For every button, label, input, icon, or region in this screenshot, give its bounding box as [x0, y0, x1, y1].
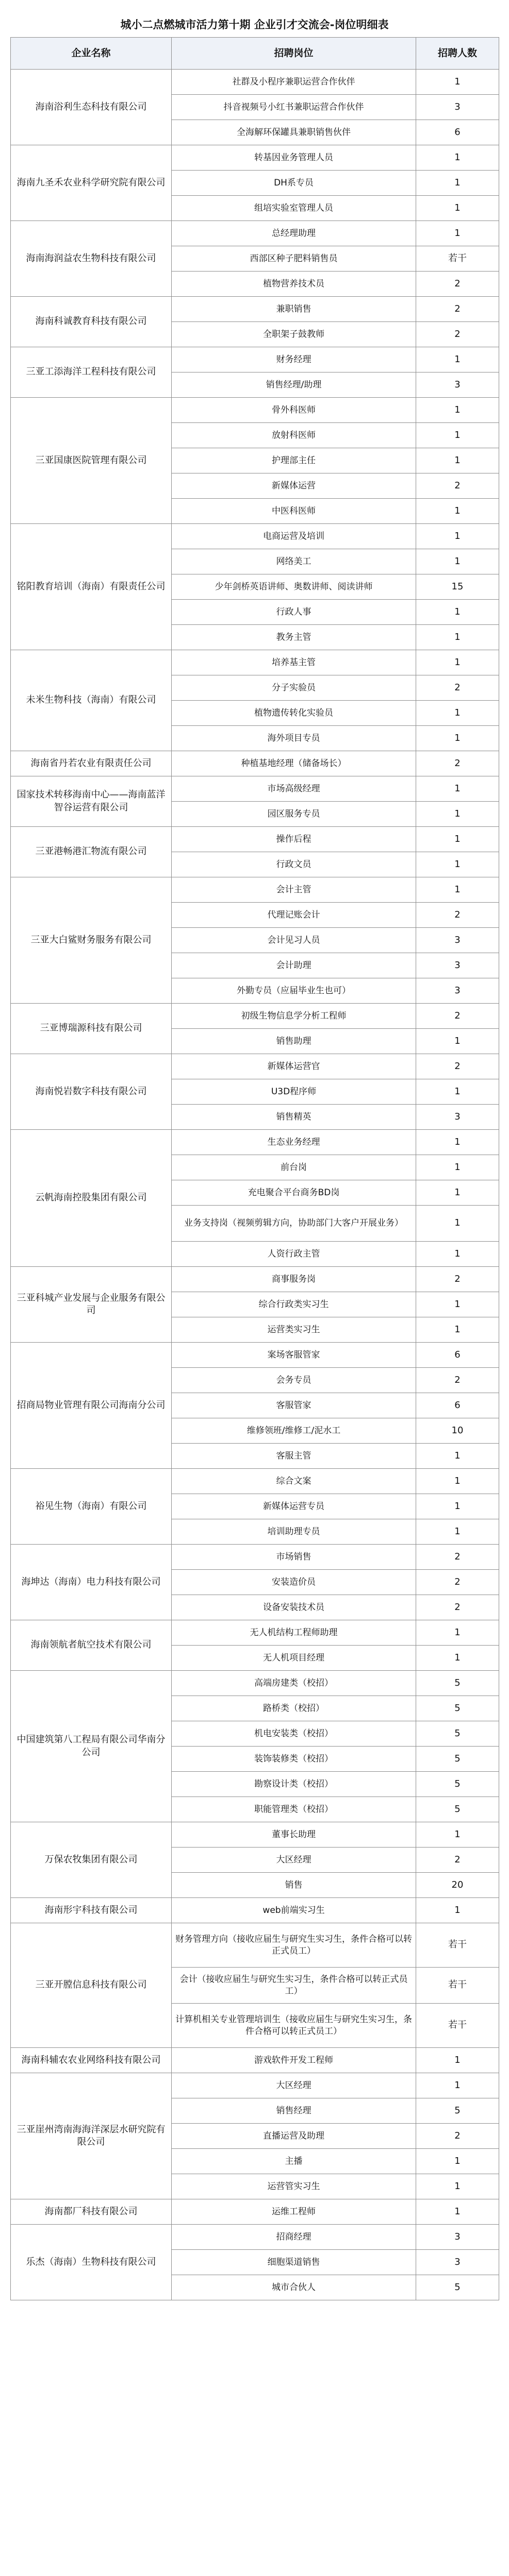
position-name: 行政文员 [172, 852, 416, 877]
position-name: 园区服务专员 [172, 802, 416, 827]
table-row [11, 776, 499, 802]
headcount: 2 [416, 1054, 499, 1079]
headcount: 3 [416, 95, 499, 120]
table-row [11, 1923, 499, 1968]
position-name: 行政人事 [172, 600, 416, 625]
position-name: 网络美工 [172, 549, 416, 574]
company-name: 海坤达（海南）电力科技有限公司 [11, 1545, 172, 1620]
table-row [11, 827, 499, 852]
headcount: 若干 [416, 246, 499, 272]
position-name: 会计见习人员 [172, 928, 416, 953]
position-name: 护理部主任 [172, 448, 416, 473]
headcount: 2 [416, 675, 499, 701]
company-name: 海南领航者航空技术有限公司 [11, 1620, 172, 1671]
headcount: 5 [416, 1671, 499, 1696]
headcount: 2 [416, 1595, 499, 1620]
headcount: 1 [416, 701, 499, 726]
position-name: 人资行政主管 [172, 1242, 416, 1267]
table-row [11, 70, 499, 95]
company-name: 海南都厂科技有限公司 [11, 2199, 172, 2225]
headcount: 1 [416, 2149, 499, 2174]
position-name: 业务支持岗（视频剪辑方向，协助部门大客户开展业务） [172, 1206, 416, 1242]
company-name: 海南九圣禾农业科学研究院有限公司 [11, 145, 172, 221]
position-name: DH系专员 [172, 171, 416, 196]
table-row [11, 1054, 499, 1079]
headcount: 1 [416, 524, 499, 549]
headcount: 3 [416, 1105, 499, 1130]
headcount: 1 [416, 1822, 499, 1848]
position-name: 转基因业务管理人员 [172, 145, 416, 171]
headcount: 5 [416, 1721, 499, 1747]
headcount: 1 [416, 1242, 499, 1267]
position-name: 无人机项目经理 [172, 1646, 416, 1671]
headcount: 1 [416, 1469, 499, 1494]
headcount: 2 [416, 2124, 499, 2149]
table-row [11, 398, 499, 423]
company-name: 海南省丹若农业有限责任公司 [11, 751, 172, 776]
position-name: 职能管理类（校招） [172, 1797, 416, 1822]
headcount: 1 [416, 347, 499, 372]
headcount: 5 [416, 1797, 499, 1822]
table-row [11, 2073, 499, 2098]
headcount: 1 [416, 1180, 499, 1206]
position-name: 装饰装修类（校招） [172, 1747, 416, 1772]
headcount: 5 [416, 1772, 499, 1797]
company-name: 海南浴利生态科技有限公司 [11, 70, 172, 145]
position-name: 教务主管 [172, 625, 416, 650]
headcount: 2 [416, 1368, 499, 1393]
table-row [11, 1620, 499, 1646]
table-body [11, 70, 499, 2300]
position-name: 大区经理 [172, 1848, 416, 1873]
company-name: 海南科辅农农业网络科技有限公司 [11, 2048, 172, 2073]
table-row [11, 1343, 499, 1368]
headcount: 1 [416, 1519, 499, 1545]
position-name: 运维工程师 [172, 2199, 416, 2225]
position-name: 少年剑桥英语讲师、奥数讲师、阅读讲师 [172, 574, 416, 600]
table-row [11, 221, 499, 246]
position-name: 全海解环保罐具兼职销售伙伴 [172, 120, 416, 145]
position-name: 销售经理 [172, 2098, 416, 2124]
headcount: 1 [416, 1620, 499, 1646]
headcount: 1 [416, 499, 499, 524]
headcount: 1 [416, 877, 499, 903]
headcount: 3 [416, 372, 499, 398]
position-name: 会务专员 [172, 1368, 416, 1393]
position-name: 新媒体运营专员 [172, 1494, 416, 1519]
position-name: 海外项目专员 [172, 726, 416, 751]
position-name: 销售精英 [172, 1105, 416, 1130]
headcount: 1 [416, 1444, 499, 1469]
position-name: 路桥类（校招） [172, 1696, 416, 1721]
position-name: 客服主管 [172, 1444, 416, 1469]
table-row [11, 1469, 499, 1494]
headcount: 2 [416, 751, 499, 776]
headcount: 1 [416, 852, 499, 877]
position-name: 生态业务经理 [172, 1130, 416, 1155]
position-name: 抖音视频号小红书兼职运营合作伙伴 [172, 95, 416, 120]
position-name: 机电安装类（校招） [172, 1721, 416, 1747]
headcount: 1 [416, 650, 499, 675]
company-name: 乐杰（海南）生物科技有限公司 [11, 2225, 172, 2300]
table-row [11, 1004, 499, 1029]
position-name: 代理记账会计 [172, 903, 416, 928]
company-name: 未米生物科技（海南）有限公司 [11, 650, 172, 751]
table-row [11, 1671, 499, 1696]
headcount: 1 [416, 1494, 499, 1519]
table-row [11, 347, 499, 372]
company-name: 海南科诚教育科技有限公司 [11, 297, 172, 347]
company-name: 铭阳教育培训（海南）有限责任公司 [11, 524, 172, 650]
position-name: 市场销售 [172, 1545, 416, 1570]
headcount: 1 [416, 1317, 499, 1343]
company-name: 三亚博瑞源科技有限公司 [11, 1004, 172, 1054]
table-row [11, 2225, 499, 2250]
position-name: 财务管理方向（接收应届生与研究生实习生，条件合格可以转正式员工） [172, 1923, 416, 1968]
position-name: 外勤专员（应届毕业生也可） [172, 978, 416, 1004]
position-name: 新媒体运营官 [172, 1054, 416, 1079]
headcount: 1 [416, 448, 499, 473]
position-name: 安装造价员 [172, 1570, 416, 1595]
company-name: 裕见生物（海南）有限公司 [11, 1469, 172, 1545]
company-name: 中国建筑第八工程局有限公司华南分公司 [11, 1671, 172, 1822]
position-name: 社群及小程序兼职运营合作伙伴 [172, 70, 416, 95]
headcount: 1 [416, 171, 499, 196]
headcount: 3 [416, 2250, 499, 2275]
table-row [11, 1822, 499, 1848]
headcount: 3 [416, 928, 499, 953]
headcount: 6 [416, 120, 499, 145]
position-name: 前台岗 [172, 1155, 416, 1180]
headcount: 5 [416, 1747, 499, 1772]
position-name: 销售 [172, 1873, 416, 1898]
headcount: 2 [416, 903, 499, 928]
position-name: 兼职销售 [172, 297, 416, 322]
position-name: 培养基主管 [172, 650, 416, 675]
position-name: 案场客服管家 [172, 1343, 416, 1368]
page-title: 城小二点燃城市活力第十期 企业引才交流会-岗位明细表 [120, 19, 389, 31]
table-row [11, 2199, 499, 2225]
headcount: 10 [416, 1418, 499, 1444]
position-name: 计算机相关专业管理培训生（接收应届生与研究生实习生，条件合格可以转正式员工） [172, 2004, 416, 2048]
headcount: 2 [416, 1545, 499, 1570]
table-row [11, 1130, 499, 1155]
headcount: 1 [416, 145, 499, 171]
headcount: 3 [416, 2225, 499, 2250]
position-name: 设备安装技术员 [172, 1595, 416, 1620]
table-row [11, 877, 499, 903]
position-name: 主播 [172, 2149, 416, 2174]
position-name: 充电聚合平台商务BD岗 [172, 1180, 416, 1206]
position-name: 大区经理 [172, 2073, 416, 2098]
position-name: 综合行政类实习生 [172, 1292, 416, 1317]
position-name: 高端房建类（校招） [172, 1671, 416, 1696]
position-name: 放射科医师 [172, 423, 416, 448]
position-name: 植物遗传转化实验员 [172, 701, 416, 726]
position-name: 游戏软件开发工程师 [172, 2048, 416, 2073]
headcount: 6 [416, 1343, 499, 1368]
headcount: 1 [416, 776, 499, 802]
position-name: web前端实习生 [172, 1898, 416, 1923]
headcount: 2 [416, 1267, 499, 1292]
header-count: 招聘人数 [416, 38, 499, 70]
table-row [11, 2048, 499, 2073]
table-row [11, 1267, 499, 1292]
position-name: 新媒体运营 [172, 473, 416, 499]
company-name: 海南悦岩数字科技有限公司 [11, 1054, 172, 1130]
headcount: 1 [416, 827, 499, 852]
company-name: 三亚国康医院管理有限公司 [11, 398, 172, 524]
position-name: 销售助理 [172, 1029, 416, 1054]
company-name: 三亚港畅港汇物流有限公司 [11, 827, 172, 877]
position-name: 电商运营及培训 [172, 524, 416, 549]
position-name: 招商经理 [172, 2225, 416, 2250]
headcount: 2 [416, 1848, 499, 1873]
position-name: 城市合伙人 [172, 2275, 416, 2300]
position-name: 客服管家 [172, 1393, 416, 1418]
position-name: 董事长助理 [172, 1822, 416, 1848]
headcount: 1 [416, 2073, 499, 2098]
headcount: 1 [416, 1079, 499, 1105]
company-name: 三亚开膛信息科技有限公司 [11, 1923, 172, 2048]
company-name: 海南形宇科技有限公司 [11, 1898, 172, 1923]
position-name: 会计主管 [172, 877, 416, 903]
position-name: 维修领班/维修工/泥水工 [172, 1418, 416, 1444]
position-name: 无人机结构工程师助理 [172, 1620, 416, 1646]
position-name: 会计（接收应届生与研究生实习生，条件合格可以转正式员工） [172, 1968, 416, 2004]
position-name: 组培实验室管理人员 [172, 196, 416, 221]
company-name: 海南海润益农生物科技有限公司 [11, 221, 172, 297]
headcount: 15 [416, 574, 499, 600]
header-row [11, 38, 499, 70]
headcount: 2 [416, 322, 499, 347]
headcount: 若干 [416, 1968, 499, 2004]
headcount: 1 [416, 423, 499, 448]
headcount: 5 [416, 2275, 499, 2300]
table-row [11, 145, 499, 171]
position-name: 分子实验员 [172, 675, 416, 701]
headcount: 1 [416, 549, 499, 574]
headcount: 1 [416, 221, 499, 246]
position-name: 培训助理专员 [172, 1519, 416, 1545]
company-name: 三亚崖州湾南海海洋深层水研究院有限公司 [11, 2073, 172, 2199]
position-name: 运营类实习生 [172, 1317, 416, 1343]
headcount: 2 [416, 1004, 499, 1029]
company-name: 三亚科城产业发展与企业服务有限公司 [11, 1267, 172, 1343]
position-name: 勘察设计类（校招） [172, 1772, 416, 1797]
header-company: 企业名称 [11, 38, 172, 70]
headcount: 20 [416, 1873, 499, 1898]
company-name: 国家技术转移海南中心——海南蓝洋智谷运营有限公司 [11, 776, 172, 827]
company-name: 万保农牧集团有限公司 [11, 1822, 172, 1898]
company-name: 云帆海南控股集团有限公司 [11, 1130, 172, 1267]
table-row [11, 751, 499, 776]
position-name: 总经理助理 [172, 221, 416, 246]
headcount: 5 [416, 1696, 499, 1721]
headcount: 1 [416, 398, 499, 423]
job-table [10, 37, 499, 2300]
headcount: 1 [416, 625, 499, 650]
headcount: 1 [416, 726, 499, 751]
headcount: 若干 [416, 1923, 499, 1968]
position-name: 综合文案 [172, 1469, 416, 1494]
table-row [11, 1898, 499, 1923]
headcount: 1 [416, 1206, 499, 1242]
position-name: 西部区种子肥料销售员 [172, 246, 416, 272]
position-name: 骨外科医师 [172, 398, 416, 423]
table-row [11, 297, 499, 322]
headcount: 1 [416, 1029, 499, 1054]
company-name: 招商局物业管理有限公司海南分公司 [11, 1343, 172, 1469]
headcount: 1 [416, 70, 499, 95]
headcount: 1 [416, 1646, 499, 1671]
headcount: 2 [416, 297, 499, 322]
headcount: 2 [416, 272, 499, 297]
position-name: 植物营养技术员 [172, 272, 416, 297]
table-row [11, 524, 499, 549]
headcount: 1 [416, 1130, 499, 1155]
company-name: 三亚大白鲨财务服务有限公司 [11, 877, 172, 1004]
position-name: 市场高级经理 [172, 776, 416, 802]
position-name: 操作后程 [172, 827, 416, 852]
headcount: 1 [416, 2048, 499, 2073]
headcount: 1 [416, 802, 499, 827]
table-row [11, 1545, 499, 1570]
headcount: 1 [416, 600, 499, 625]
headcount: 1 [416, 2174, 499, 2199]
headcount: 5 [416, 2098, 499, 2124]
position-name: 会计助理 [172, 953, 416, 978]
headcount: 3 [416, 978, 499, 1004]
position-name: 中医科医师 [172, 499, 416, 524]
company-name: 三亚工添海洋工程科技有限公司 [11, 347, 172, 398]
position-name: 商事服务岗 [172, 1267, 416, 1292]
headcount: 2 [416, 473, 499, 499]
headcount: 1 [416, 196, 499, 221]
position-name: 全职架子鼓教师 [172, 322, 416, 347]
position-name: 种植基地经理（储备场长） [172, 751, 416, 776]
table-row [11, 650, 499, 675]
position-name: 初级生物信息学分析工程师 [172, 1004, 416, 1029]
headcount: 2 [416, 1570, 499, 1595]
headcount: 6 [416, 1393, 499, 1418]
headcount: 1 [416, 1898, 499, 1923]
position-name: 销售经理/助理 [172, 372, 416, 398]
header-position: 招聘岗位 [172, 38, 416, 70]
headcount: 1 [416, 2199, 499, 2225]
headcount: 1 [416, 1155, 499, 1180]
headcount: 1 [416, 1292, 499, 1317]
headcount: 若干 [416, 2004, 499, 2048]
position-name: U3D程序师 [172, 1079, 416, 1105]
position-name: 运营管实习生 [172, 2174, 416, 2199]
position-name: 直播运营及助理 [172, 2124, 416, 2149]
table-header [11, 38, 499, 70]
position-name: 财务经理 [172, 347, 416, 372]
headcount: 3 [416, 953, 499, 978]
position-name: 细胞渠道销售 [172, 2250, 416, 2275]
